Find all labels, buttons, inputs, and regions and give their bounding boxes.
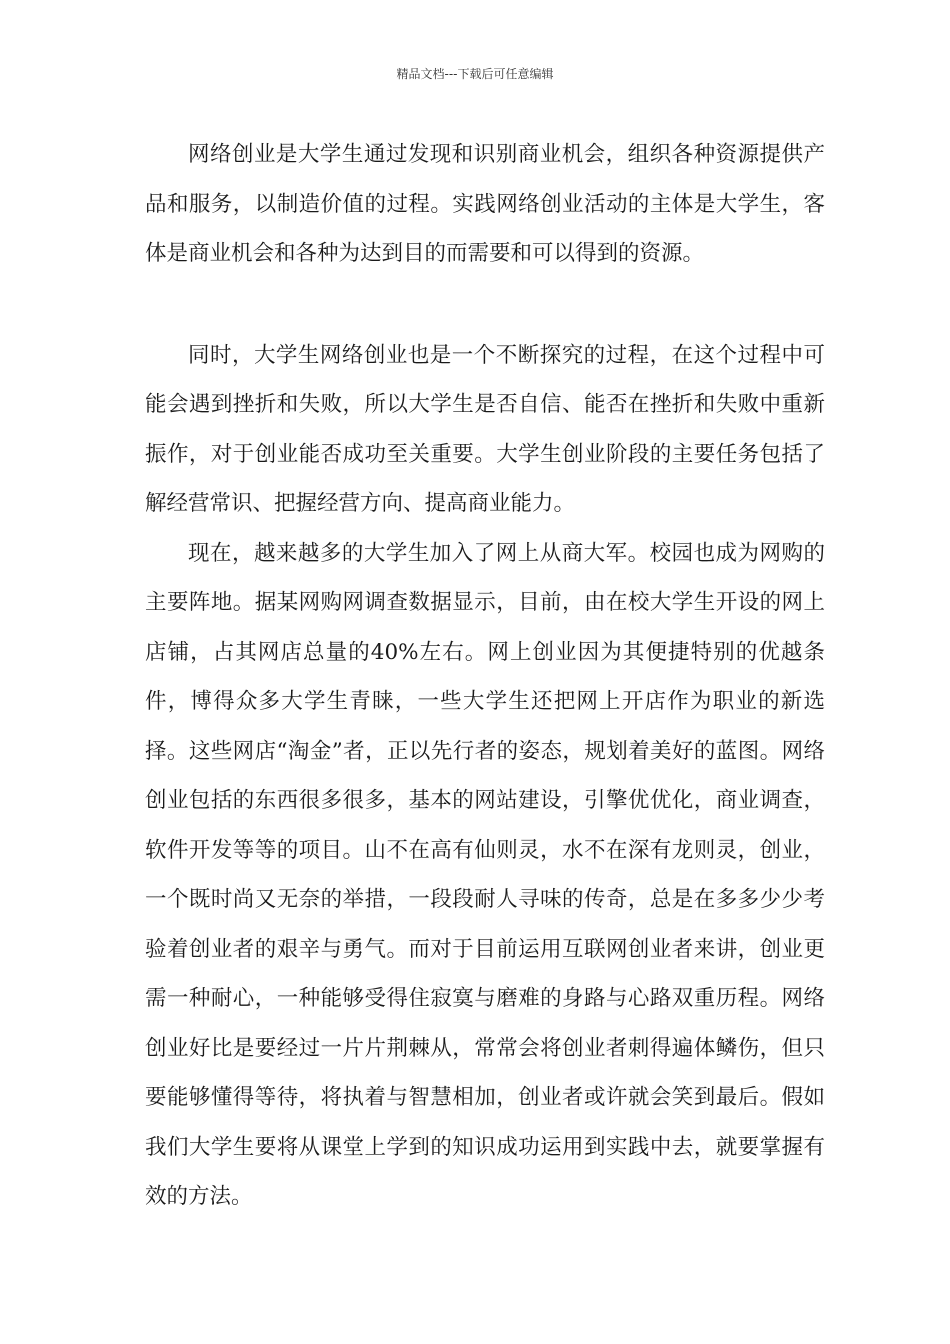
paragraph-2: 同时，大学生网络创业也是一个不断探究的过程，在这个过程中可能会遇到挫折和失败，所以大学生是否自信、能否在挫折和失败中重新振作，对于创业能否成功至关重要。大学生创业阶段的主要任务包括了解经营常识、把握经营方向、提高商业能力。 xyxy=(145,342,825,516)
paragraph-3: 现在，越来越多的大学生加入了网上从商大军。校园也成为网购的主要阵地。据某网购网调查数据显示，目前，由在校大学生开设的网上店铺，占其网店总量的40%左右。网上创业因为其便捷特别的优越条件，博得众多大学生青睐，一些大学生还把网上开店作为职业的新选择。这些网店“淘金”者，正以先行者的姿态，规划着美好的蓝图。网络创业包括的东西很多很多，基本的网站建设，引擎优优化，商业调查，软件开发等等的项目。山不在高有仙则灵，水不在深有龙则灵，创业，一个既时尚又无奈的举措，一段段耐人寻味的传奇，总是在多多少少考验着创业者的艰辛与勇气。而对于目前运用互联网创业者来讲，创业更需一种耐心，一种能够受得住寂寞与磨难的身路与心路双重历程。网络创业好比是要经过一片片荆棘从，常常会将创业者刺得遍体鳞伤，但只要能够懂得等待，将执着与智慧相加，创业者或许就会笑到最后。假如我们大学生要将从课堂上学到的知识成功运用到实践中去，就要掌握有效的方法。 xyxy=(145,540,825,1209)
paragraph-gap xyxy=(145,279,825,331)
page-header: 精品文档---下载后可任意编辑 xyxy=(396,67,554,81)
document-body xyxy=(145,130,825,1222)
paragraph-1: 网络创业是大学生通过发现和识别商业机会，组织各种资源提供产品和服务，以制造价值的过程。实践网络创业活动的主体是大学生，客体是商业机会和各种为达到目的而需要和可以得到的资源。 xyxy=(145,142,825,266)
